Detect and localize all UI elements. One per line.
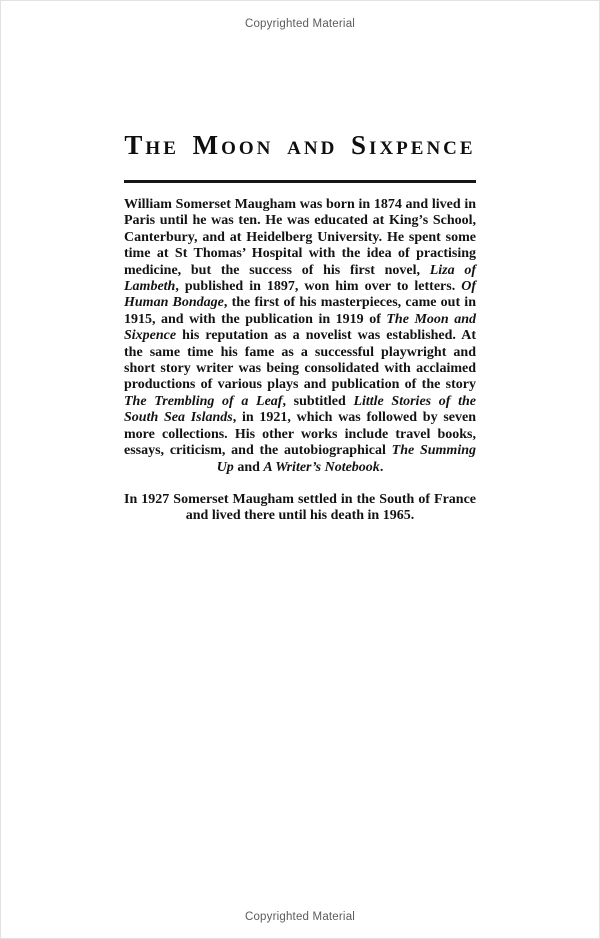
author-biography-paragraph: William Somerset Maugham was born in 1874 and lived in Paris until he was ten. He was educated at King’s School, Canterbury, and at Heidelberg University. He spent some time at St Thomas’ Hospital with the idea of practising medicine, but the success of his first novel, Liza of Lambeth, published in 1897, won him over to letters. Of Human Bondage, the first of his masterpieces, came out in 1915, and with the publication in 1919 of The Moon and Sixpence his reputation as a novelist was established. At the same time his fame as a successful playwright and short story writer was being consolidated with acclaimed productions of various plays and publication of the story The Trembling of a Leaf, subtitled Little Stories of the South Sea Islands, in 1921, which was followed by seven more collections. His other works include travel books, essays, criticism, and the autobiographical The Summing Up and A Writer’s Notebook. <box>124 197 476 475</box>
title-rule-divider <box>124 180 476 183</box>
text-column <box>124 197 476 525</box>
page-title: The Moon and Sixpence <box>124 130 476 160</box>
author-note-paragraph: In 1927 Somerset Maugham settled in the South of France and lived there until his death in 1965. <box>124 491 476 524</box>
copyright-notice-bottom: Copyrighted Material <box>244 911 356 923</box>
copyright-notice-top: Copyrighted Material <box>244 18 356 30</box>
